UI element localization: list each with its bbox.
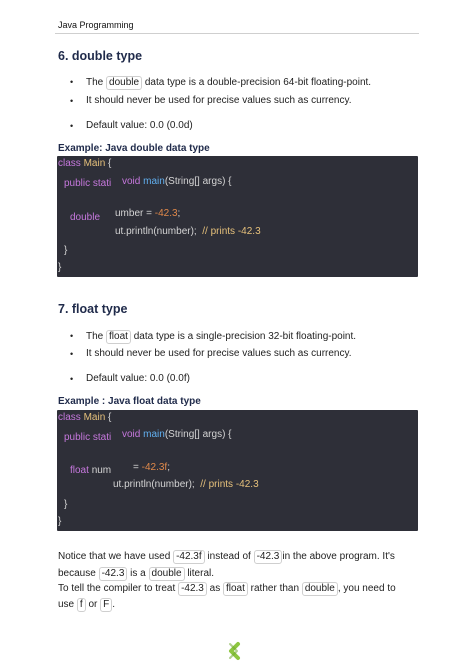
code-line: class Main {: [58, 412, 112, 423]
bullet-dot: •: [70, 121, 74, 131]
notice-line: because -42.3 is a double literal.: [58, 568, 214, 579]
bullet-item: The double data type is a double-precision 64-bit floating-point.: [86, 77, 372, 88]
inline-code: float: [223, 582, 248, 596]
inline-code: float: [106, 330, 131, 344]
code-line: ut.println(number); // prints -42.3: [113, 479, 259, 490]
code-line: ut.println(number); // prints -42.3: [115, 226, 261, 237]
inline-code: -42.3: [254, 550, 283, 564]
code-line: public stati: [64, 178, 112, 189]
notice-line: To tell the compiler to treat -42.3 as float rather than double , you need to: [58, 583, 396, 594]
bullet-item: It should never be used for precise values such as currency.: [86, 95, 352, 106]
bullet-dot: •: [70, 374, 74, 384]
section-7-heading: 7. float type: [58, 302, 128, 316]
code-line: double: [70, 212, 101, 223]
header-divider: [55, 33, 419, 34]
code-line: void main(String[] args) {: [122, 429, 232, 440]
inline-code: f: [77, 598, 86, 612]
bullet-item: The float data type is a single-precision 32-bit floating-point.: [86, 331, 357, 342]
bullet-dot: •: [70, 77, 74, 87]
inline-code: double: [149, 567, 185, 581]
inline-code: -42.3: [99, 567, 128, 581]
notice-line: Notice that we have used -42.3f instead of -42.3 in the above program. It's: [58, 551, 395, 562]
code-line: = -42.3f;: [133, 462, 170, 473]
page-header-title: Java Programming: [58, 20, 134, 30]
code-block: [57, 156, 418, 277]
bullet-item: Default value: 0.0 (0.0d): [86, 120, 193, 131]
code-line: umber = -42.3;: [115, 208, 181, 219]
code-line: public stati: [64, 432, 112, 443]
site-logo-icon: [223, 641, 245, 661]
bullet-dot: •: [70, 96, 74, 106]
code-line: class Main {: [58, 158, 112, 169]
code-line: }: [64, 499, 68, 510]
inline-code: -42.3: [178, 582, 207, 596]
inline-code: -42.3f: [173, 550, 205, 564]
code-line: }: [58, 516, 62, 527]
code-line: }: [64, 245, 68, 256]
example-title: Example : Java float data type: [58, 396, 201, 407]
bullet-dot: •: [70, 331, 74, 341]
code-line: void main(String[] args) {: [122, 176, 232, 187]
code-line: }: [58, 262, 62, 273]
inline-code: double: [106, 76, 142, 90]
bullet-item: It should never be used for precise values such as currency.: [86, 348, 352, 359]
inline-code: double: [302, 582, 338, 596]
code-line: float num: [70, 465, 112, 476]
bullet-dot: •: [70, 349, 74, 359]
bullet-item: Default value: 0.0 (0.0f): [86, 373, 190, 384]
example-title: Example: Java double data type: [58, 143, 210, 154]
notice-line: use f or F .: [58, 599, 116, 610]
code-block: [57, 410, 418, 531]
section-6-heading: 6. double type: [58, 49, 143, 63]
inline-code: F: [100, 598, 112, 612]
